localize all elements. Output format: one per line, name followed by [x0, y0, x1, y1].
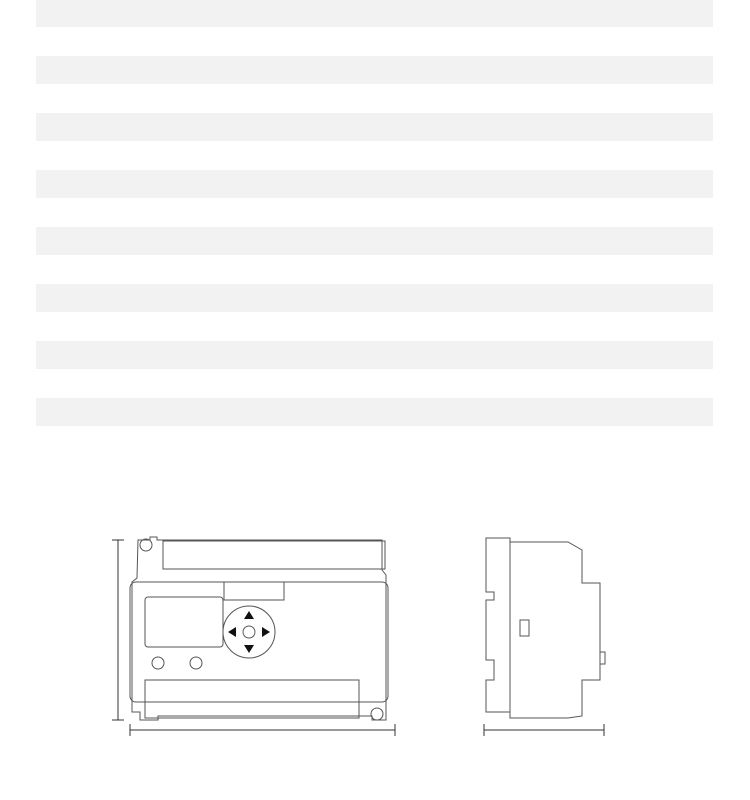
- spec-row: [36, 84, 713, 113]
- spec-row: [36, 341, 713, 370]
- spec-row: [36, 141, 713, 170]
- product-drawing: [0, 520, 750, 760]
- spec-table: [36, 0, 713, 426]
- spec-row: [36, 312, 713, 341]
- spec-row: [36, 170, 713, 199]
- spec-row: [36, 56, 713, 85]
- spec-row: [36, 255, 713, 284]
- spec-row: [36, 284, 713, 313]
- spec-row: [36, 0, 713, 27]
- spec-row: [36, 27, 713, 56]
- spec-row: [36, 398, 713, 427]
- spec-row: [36, 227, 713, 256]
- spec-row: [36, 369, 713, 398]
- spec-row: [36, 113, 713, 142]
- spec-row: [36, 198, 713, 227]
